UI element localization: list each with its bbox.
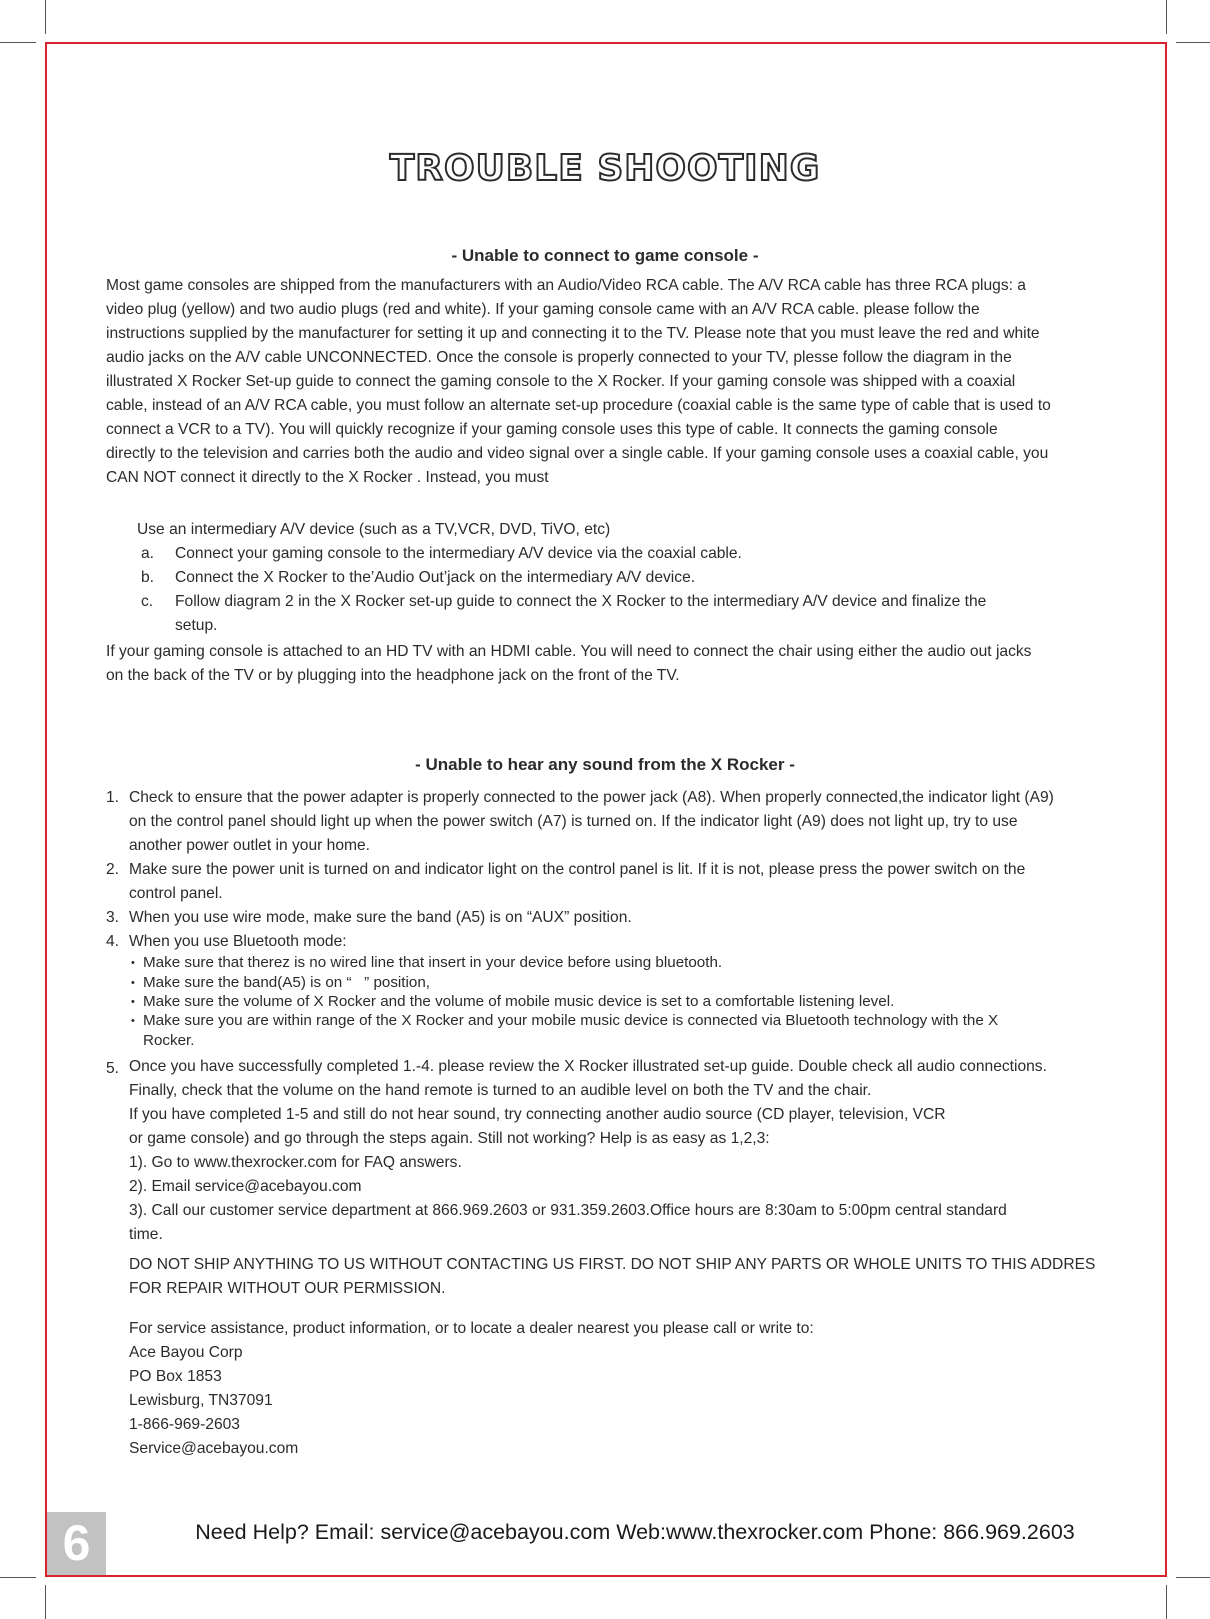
crop-mark bbox=[0, 1577, 36, 1578]
list-number: 2. bbox=[106, 861, 120, 878]
crop-mark bbox=[1176, 1577, 1210, 1578]
step-marker: b. bbox=[141, 569, 155, 586]
crop-mark bbox=[45, 0, 46, 34]
list-item: Check to ensure that the power adapter is properly connected to the power jack (A8). When properly connected,the indicator light (A9) on the control panel should light up when the power switch (A7) is turned on. If the indicator light (A9) does not light up, try to use another power outlet in your home. bbox=[129, 789, 1054, 854]
bluetooth-bullet: Make sure the volume of X Rocker and the volume of mobile music device is set to a comfortable listening level. bbox=[143, 993, 895, 1010]
help-step: 2). Email service@acebayou.com bbox=[129, 1178, 362, 1195]
hdmi-note: If your gaming console is attached to an HD TV with an HDMI cable. You will need to connect the chair using either the audio out jacks on the back of the TV or by plugging into the headphone jack on the front of the TV. bbox=[106, 643, 1032, 684]
contact-po-box: PO Box 1853 bbox=[129, 1368, 222, 1385]
crop-mark bbox=[45, 1585, 46, 1619]
list-item: When you use Bluetooth mode: bbox=[129, 933, 347, 950]
list-item: Once you have successfully completed 1.-4. please review the X Rocker illustrated set-up guide. Double check all audio connections. Finally, check that the volume on the hand remote is turned to an audible level on both the TV and the chair. bbox=[129, 1058, 1047, 1099]
step-text: Connect the X Rocker to the’Audio Out’jack on the intermediary A/V device. bbox=[175, 569, 696, 586]
bluetooth-bullet: Make sure that therez is no wired line that insert in your device before using bluetooth. bbox=[143, 954, 723, 971]
bullet-dot: • bbox=[131, 957, 135, 969]
footer-help-text: Need Help? Email: service@acebayou.com Web:www.thexrocker.com Phone: 866.969.2603 bbox=[195, 1520, 1075, 1544]
step-text: Follow diagram 2 in the X Rocker set-up guide to connect the X Rocker to the intermediary A/V device and finalize the setup. bbox=[175, 593, 987, 634]
bullet-dot: • bbox=[131, 977, 135, 989]
crop-mark bbox=[0, 42, 36, 43]
shipping-warning: DO NOT SHIP ANYTHING TO US WITHOUT CONTACTING US FIRST. DO NOT SHIP ANY PARTS OR WHOLE UNITS TO THIS ADDRES FOR REPAIR WITHOUT OUR PERMISSION. bbox=[129, 1256, 1096, 1297]
step-text: Connect your gaming console to the intermediary A/V device via the coaxial cable. bbox=[175, 545, 742, 562]
help-step: 3). Call our customer service department at 866.969.2603 or 931.359.2603.Office hours are 8:30am to 5:00pm central standard time. bbox=[129, 1202, 1007, 1243]
step-marker: a. bbox=[141, 545, 155, 562]
bluetooth-bullet: Make sure you are within range of the X Rocker and your mobile music device is connected via Bluetooth technology with the X Rocker. bbox=[143, 1012, 999, 1049]
contact-email: Service@acebayou.com bbox=[129, 1440, 299, 1457]
crop-mark bbox=[1166, 0, 1167, 34]
contact-intro: For service assistance, product information, or to locate a dealer nearest you please call or write to: bbox=[129, 1320, 814, 1337]
contact-company: Ace Bayou Corp bbox=[129, 1344, 243, 1361]
help-step: 1). Go to www.thexrocker.com for FAQ answers. bbox=[129, 1154, 462, 1171]
list-number: 4. bbox=[106, 933, 120, 950]
followup-text: If you have completed 1-5 and still do not hear sound, try connecting another audio source (CD player, television, VCR or game console) and go through the steps again. Still not working? Help is as easy as 1,2,3: bbox=[129, 1106, 946, 1147]
list-item: When you use wire mode, make sure the band (A5) is on “AUX” position. bbox=[129, 909, 632, 926]
page-title: TROUBLE SHOOTING bbox=[389, 148, 821, 189]
list-number: 1. bbox=[106, 789, 120, 806]
contact-phone: 1-866-969-2603 bbox=[129, 1416, 240, 1433]
crop-mark bbox=[1166, 1585, 1167, 1619]
use-intermediary-line: Use an intermediary A/V device (such as a TV,VCR, DVD, TiVO, etc) bbox=[137, 521, 611, 538]
page-number: 6 bbox=[62, 1515, 91, 1571]
step-marker: c. bbox=[141, 593, 154, 610]
list-item: Make sure the power unit is turned on and indicator light on the control panel is lit. If it is not, please press the power switch on the control panel. bbox=[129, 861, 1026, 902]
contact-city: Lewisburg, TN37091 bbox=[129, 1392, 273, 1409]
bullet-dot: • bbox=[131, 1015, 135, 1027]
section-heading-no-sound: - Unable to hear any sound from the X Rocker - bbox=[415, 755, 795, 774]
list-number: 5. bbox=[106, 1060, 120, 1077]
crop-mark bbox=[1176, 42, 1210, 43]
list-number: 3. bbox=[106, 909, 120, 926]
section-heading-game-console: - Unable to connect to game console - bbox=[451, 246, 759, 265]
bluetooth-bullet: Make sure the band(A5) is on “ ” position, bbox=[143, 974, 431, 991]
section1-intro: Most game consoles are shipped from the manufacturers with an Audio/Video RCA cable. The A/V RCA cable has three RCA plugs: a video plug (yellow) and two audio plugs (red and white). If your gaming console came with an A/V RCA cable. please follow the instructions supplied by the manufacturer for setting it up and connecting it to the TV. Please note that you must leave the red and white audio jacks on the A/V cable UNCONNECTED. Once the console is properly connected to your TV, plesse follow the diagram in the illustrated X Rocker Set-up guide to connect the gaming console to the X Rocker. If your gaming console was shipped with a coaxial cable, instead of an A/V RCA cable, you must follow an alternate set-up procedure (coaxial cable is the same type of cable that is used to connect a VCR to a TV). You will quickly recognize if your gaming console uses this type of cable. It connects the gaming console directly to the television and carries both the audio and video signal over a single cable. If your gaming console uses a coaxial cable, you CAN NOT connect it directly to the X Rocker . Instead, you must bbox=[106, 277, 1051, 486]
bullet-dot: • bbox=[131, 996, 135, 1008]
